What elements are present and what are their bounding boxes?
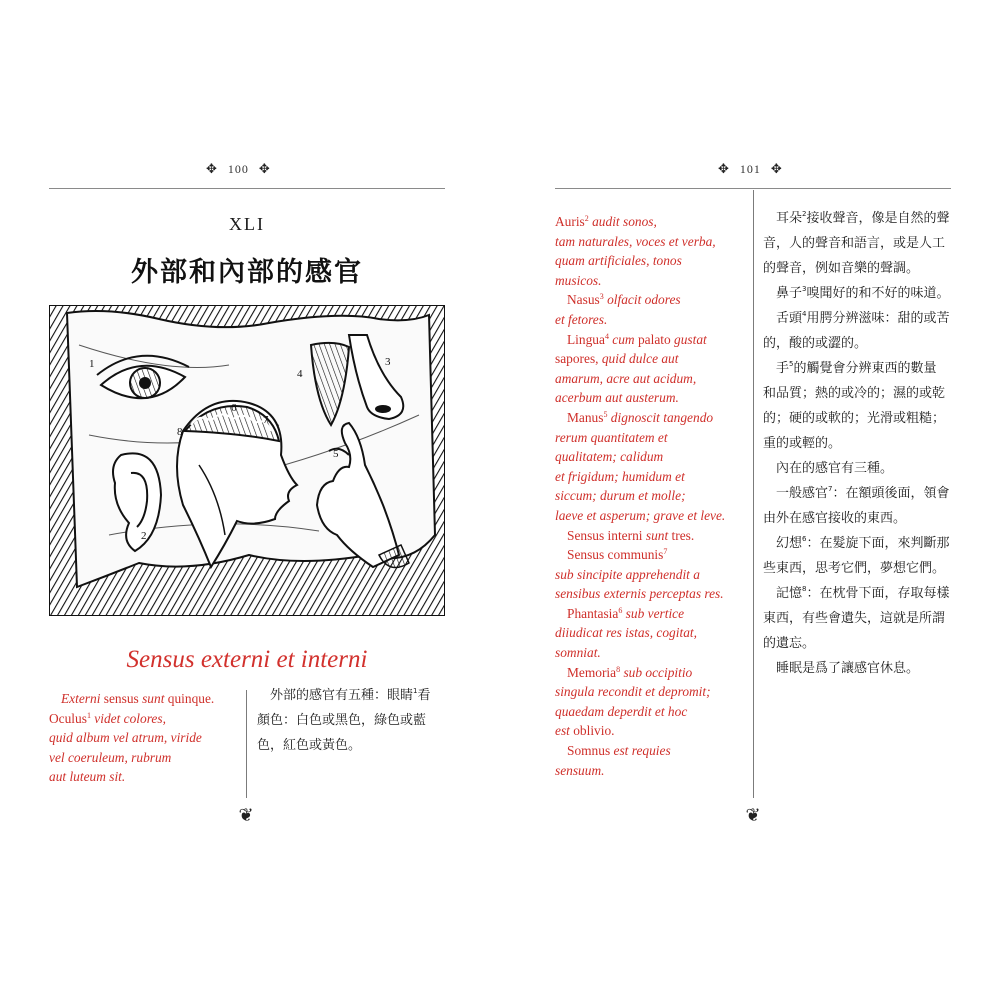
latin-line: Nasus$^3$ olfacit odores: [567, 292, 681, 308]
latin-line: Sensus interni sunt tres.: [567, 527, 695, 543]
column-divider: [246, 690, 247, 798]
latin-text-column: [555, 212, 750, 780]
woodcut-senses-illustration: [49, 305, 445, 616]
latin-line: Phantasia$^6$ sub vertice: [567, 605, 685, 621]
svg-text:1: 1: [89, 358, 95, 370]
header-rule: [555, 188, 951, 189]
footnote-marker: 1: [86, 710, 91, 720]
latin-line: Auris$^2$ audit sonos,: [555, 214, 657, 229]
latin-line: et frigidum; humidum et: [555, 468, 685, 484]
footnote-marker: 8: [802, 585, 807, 593]
chapter-title: 外部和內部的感官: [131, 257, 363, 288]
latin-line: acerbum aut austerum.: [555, 390, 679, 406]
fleuron-right-icon: ✥: [770, 161, 783, 176]
chinese-line: 幻想$^6$：在髮旋下面，來判斷那: [776, 535, 950, 551]
end-ornament-icon: ❦: [238, 805, 254, 826]
svg-text:6: 6: [231, 402, 237, 414]
svg-text:8: 8: [177, 426, 183, 438]
chinese-text-column: [763, 206, 958, 681]
footnote-marker: 2: [802, 210, 807, 218]
chinese-line: 由外在感官接收的東西。: [763, 511, 907, 526]
latin-line: Oculus$^1$ videt colores,: [49, 710, 166, 726]
latin-line: quam artificiales, tonos: [555, 253, 682, 269]
page-folio: [718, 158, 783, 180]
footnote-marker: 6: [802, 535, 807, 543]
latin-line: qualitatem; calidum: [555, 449, 664, 465]
chinese-line: 一般感官$^7$：在額頭後面，領會: [776, 485, 950, 501]
latin-line: est oblivio.: [555, 723, 615, 739]
latin-line: laeve et asperum; grave et leve.: [555, 507, 726, 523]
footnote-marker: 4: [604, 331, 609, 341]
svg-text:3: 3: [385, 356, 391, 368]
right-page: [500, 0, 1000, 1000]
latin-line: quaedam deperdit et hoc: [555, 703, 688, 719]
fleuron-left-icon: ✥: [718, 161, 730, 176]
header-rule: [49, 188, 445, 189]
latin-text-column: [49, 689, 244, 787]
chinese-line: 外部的感官有五種：眼睛$^1$看: [270, 687, 431, 703]
latin-line: somniat.: [555, 645, 601, 661]
page-folio: [206, 158, 271, 180]
latin-line: sapores, quid dulce aut: [555, 351, 679, 367]
latin-line: sensibus externis perceptas res.: [555, 586, 724, 602]
latin-line: singula recondit et depromit;: [555, 684, 711, 700]
chinese-line: 內在的感官有三種。: [776, 461, 894, 476]
latin-line: Manus$^5$ dignoscit tangendo: [567, 409, 714, 425]
chinese-line: 手$^5$的觸覺會分辨東西的數量: [776, 360, 937, 376]
end-ornament-icon: ❦: [745, 805, 761, 826]
chinese-text-column: [257, 683, 452, 758]
latin-line: sensuum.: [555, 762, 605, 778]
footnote-marker: 7: [828, 485, 833, 493]
latin-line: musicos.: [555, 272, 602, 288]
chinese-line: 的聲音，例如音樂的聲調。: [763, 261, 920, 276]
footnote-marker: 4: [802, 310, 807, 318]
footnote-marker: 3: [802, 285, 807, 293]
chinese-line: 重的或輕的。: [763, 436, 842, 451]
chinese-line: 鼻子$^3$嗅聞好的和不好的味道。: [776, 285, 950, 301]
latin-line: Lingua$^4$ cum palato gustat: [567, 331, 707, 347]
footnote-marker: 6: [618, 605, 623, 615]
chinese-line: 記憶$^8$：在枕骨下面，存取每樣: [776, 585, 950, 601]
footnote-marker: 1: [413, 687, 418, 695]
chinese-line: 音，人的聲音和語言，或是人工: [763, 236, 946, 251]
latin-line: quid album vel atrum, viride: [49, 730, 202, 746]
chinese-line: 些東西，思考它們，夢想它們。: [763, 561, 946, 576]
chinese-line: 東西，有些會遺失，這就是所謂: [763, 611, 946, 626]
svg-text:2: 2: [141, 530, 147, 542]
fleuron-left-icon: ✥: [206, 161, 218, 176]
page-number: 101: [739, 161, 761, 176]
footnote-marker: 2: [584, 214, 589, 223]
latin-line: tam naturales, voces et verba,: [555, 233, 716, 249]
latin-line: aut luteum sit.: [49, 769, 126, 785]
latin-section-heading: Sensus externi et interni: [126, 646, 368, 673]
chinese-line: 的，酸的或澀的。: [763, 336, 868, 351]
latin-line: vel coeruleum, rubrum: [49, 749, 172, 765]
chinese-line: 舌頭$^4$用腭分辨滋味：甜的或苦: [776, 310, 950, 326]
footnote-marker: 8: [616, 664, 621, 674]
svg-text:4: 4: [297, 368, 303, 380]
page-number: 100: [227, 161, 249, 176]
latin-line: Memoria$^8$ sub occipitio: [567, 664, 693, 680]
svg-text:7: 7: [263, 414, 269, 426]
chapter-number: XLI: [229, 214, 265, 234]
svg-text:5: 5: [333, 448, 339, 460]
chinese-line: 耳朵$^2$接收聲音，像是自然的聲: [776, 210, 950, 226]
latin-line: Somnus est requies: [567, 743, 671, 759]
latin-line: diiudicat res istas, cogitat,: [555, 625, 697, 641]
latin-line: siccum; durum et molle;: [555, 488, 686, 504]
chinese-line: 色，紅色或黃色。: [257, 738, 362, 753]
chinese-line: 的遺忘。: [763, 636, 816, 651]
latin-line: et fetores.: [555, 311, 608, 327]
chinese-line: 睡眠是爲了讓感官休息。: [776, 661, 920, 676]
chinese-line: 的；硬的或軟的；光滑或粗糙；: [763, 411, 946, 426]
chinese-line: 顏色：白色或黑色，綠色或藍: [257, 713, 427, 728]
latin-line: amarum, acre aut acidum,: [555, 370, 697, 386]
latin-line: Sensus communis$^7$: [567, 547, 668, 563]
column-divider: [753, 190, 754, 798]
fleuron-right-icon: ✥: [258, 161, 271, 176]
footnote-marker: 3: [599, 292, 604, 302]
latin-line: Externi sensus sunt quinque.: [61, 691, 215, 706]
footnote-marker: 7: [663, 547, 668, 557]
footnote-marker: 5: [603, 409, 608, 419]
chinese-line: 和品質；熱的或冷的；濕的或乾: [763, 386, 946, 401]
latin-line: rerum quantitatem et: [555, 429, 668, 445]
footnote-marker: 5: [789, 360, 794, 368]
latin-line: sub sincipite apprehendit a: [555, 566, 700, 582]
